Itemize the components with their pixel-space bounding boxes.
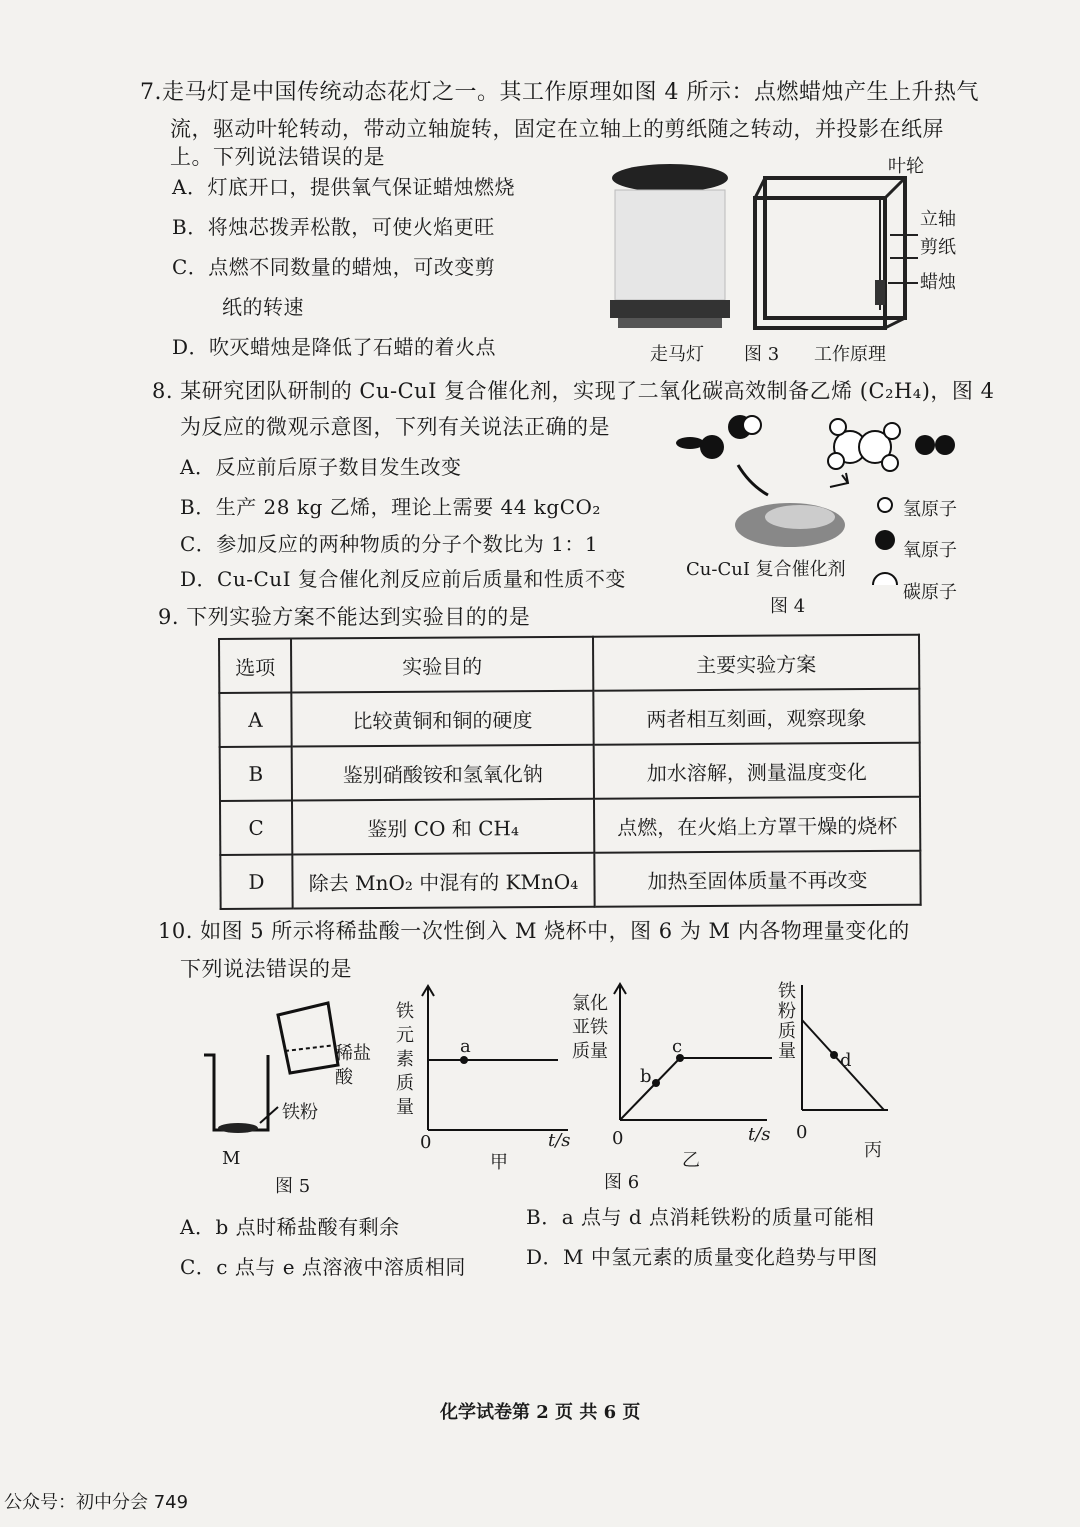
q10-stem-line2: 下列说法错误的是 (180, 957, 352, 981)
page-footer: 化学试卷第 2 页 共 6 页 (440, 1402, 641, 1423)
table-row (220, 851, 920, 909)
q7-stem-line3: 上。下列说法错误的是 (170, 145, 385, 169)
q8-option-b: B．生产 28 kg 乙烯，理论上需要 44 kgCO₂ (180, 495, 601, 519)
q10-option-d: D．M 中氢元素的质量变化趋势与甲图 (526, 1245, 878, 1269)
q7-stem-line1: 7.走马灯是中国传统动态花灯之一。其工作原理如图 4 所示：点燃蜡烛产生上升热气 (140, 80, 979, 105)
legend-carbon: 碳原子 (903, 582, 957, 603)
q7-option-b: B．将烛芯拨弄松散，可使火焰更旺 (172, 215, 495, 239)
q10-stem-line1: 10. 如图 5 所示将稀盐酸一次性倒入 M 烧杯中，图 6 为 M 内各物理量变化的 (158, 919, 910, 943)
row-b-option: B (220, 747, 292, 801)
bing-origin: 0 (796, 1122, 808, 1143)
fig5-caption: 图 5 (275, 1176, 311, 1197)
row-c-purpose: 鉴别 CO 和 CH₄ (292, 799, 594, 855)
q10-option-a: A．b 点时稀盐酸有剩余 (180, 1215, 400, 1239)
q8-stem-line1: 8. 某研究团队研制的 Cu-CuI 复合催化剂，实现了二氧化碳高效制备乙烯 (C₂H₄)，图 4 (152, 379, 995, 403)
row-d-option: D (220, 855, 292, 909)
row-a-purpose: 比较黄铜和铜的硬度 (291, 691, 593, 747)
table-row (219, 689, 919, 747)
yi-point-c: c (672, 1036, 683, 1057)
legend-oxygen: 氧原子 (903, 540, 957, 561)
yi-xlabel: t/s (748, 1124, 771, 1145)
graph-yi (612, 980, 772, 1140)
yi-name: 乙 (682, 1150, 700, 1171)
catalyst-label: Cu-CuI 复合催化剂 (686, 559, 846, 580)
q7-stem-line2: 流，驱动叶轮转动，带动立轴旋转，固定在立轴上的剪纸随之转动，并投影在纸屏 (170, 117, 944, 141)
q7-option-c2: 纸的转速 (222, 295, 304, 319)
lantern-caption: 走马灯 (650, 344, 704, 365)
bing-ylabel: 铁粉质量 (778, 981, 796, 1062)
shaft-label: 立轴 (920, 209, 956, 230)
watermark-text: 公众号：初中分会 749 (4, 1492, 189, 1513)
lantern-figure (600, 150, 980, 370)
graph-jia (418, 980, 568, 1140)
papercut-label: 剪纸 (920, 237, 956, 258)
jia-xlabel: t/s (548, 1130, 571, 1151)
principle-caption: 工作原理 (814, 344, 886, 365)
bing-point-d: d (840, 1050, 852, 1071)
q8-stem-line2: 为反应的微观示意图，下列有关说法正确的是 (180, 415, 610, 439)
table-row (220, 797, 920, 855)
candle-label: 蜡烛 (920, 272, 956, 293)
q9-table (218, 634, 922, 910)
header-purpose: 实验目的 (291, 637, 593, 693)
yi-ylabel: 氯化亚铁质量 (572, 993, 608, 1062)
row-b-purpose: 鉴别硝酸铵和氢氧化钠 (292, 745, 594, 801)
row-a-plan: 两者相互刻画，观察现象 (593, 689, 919, 745)
q7-option-d: D．吹灭蜡烛是降低了石蜡的着火点 (172, 335, 497, 359)
header-plan: 主要实验方案 (593, 635, 919, 691)
row-c-option: C (220, 801, 292, 855)
yi-point-b: b (640, 1066, 652, 1087)
beaker-m-label: M (222, 1148, 241, 1169)
q10-option-c: C．c 点与 e 点溶液中溶质相同 (180, 1255, 466, 1279)
row-d-plan: 加热至固体质量不再改变 (594, 851, 920, 907)
jia-point-a: a (460, 1036, 471, 1057)
header-option: 选项 (219, 639, 291, 693)
row-a-option: A (219, 693, 291, 747)
q7-option-a: A．灯底开口，提供氧气保证蜡烛燃烧 (172, 175, 515, 199)
fig4-caption: 图 4 (770, 596, 806, 617)
fig6-caption: 图 6 (604, 1172, 640, 1193)
q8-option-c: C．参加反应的两种物质的分子个数比为 1：1 (180, 532, 599, 556)
iron-label: 铁粉 (282, 1102, 318, 1123)
row-d-purpose: 除去 MnO₂ 中混有的 KMnO₄ (292, 853, 594, 909)
q10-option-b: B．a 点与 d 点消耗铁粉的质量可能相 (526, 1205, 875, 1229)
q8-option-d: D．Cu-CuI 复合催化剂反应前后质量和性质不变 (180, 567, 626, 591)
bing-name: 丙 (864, 1140, 882, 1161)
legend-hydrogen: 氢原子 (903, 499, 957, 520)
impeller-label: 叶轮 (888, 156, 924, 177)
q9-stem: 9. 下列实验方案不能达到实验目的的是 (158, 605, 531, 629)
table-row (220, 743, 920, 801)
q7-option-c1: C．点燃不同数量的蜡烛，可改变剪 (172, 255, 496, 279)
jia-origin: 0 (420, 1132, 432, 1153)
jia-name: 甲 (490, 1152, 508, 1173)
jia-ylabel: 铁元素质量 (396, 1001, 414, 1118)
table-header-row (219, 635, 919, 693)
row-b-plan: 加水溶解，测量温度变化 (594, 743, 920, 799)
fig3-caption: 图 3 (744, 344, 780, 365)
acid-label: 稀盐酸 (335, 1043, 371, 1088)
q8-option-a: A．反应前后原子数目发生改变 (180, 455, 462, 479)
row-c-plan: 点燃，在火焰上方罩干燥的烧杯 (594, 797, 920, 853)
yi-origin: 0 (612, 1128, 624, 1149)
